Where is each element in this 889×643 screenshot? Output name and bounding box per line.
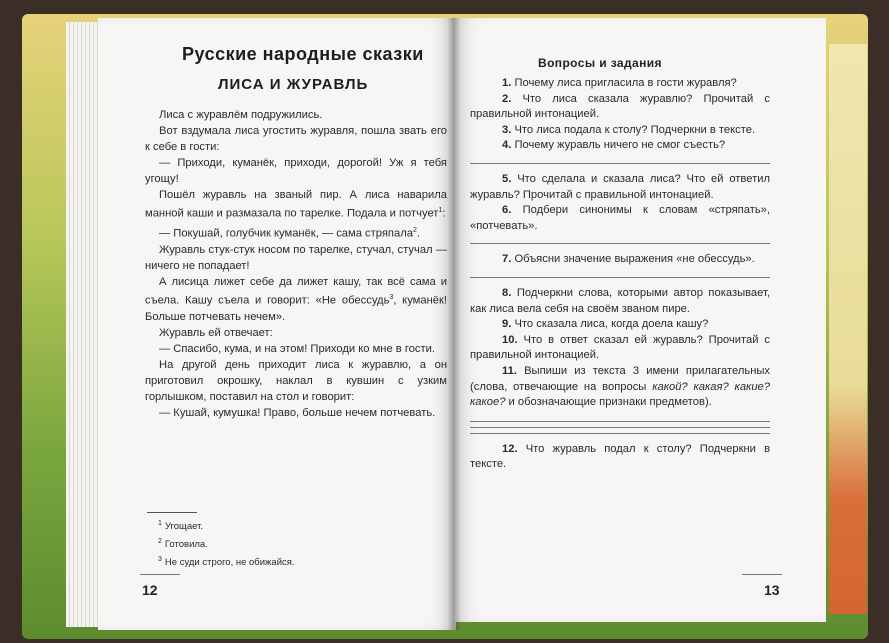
cover-edge-right xyxy=(829,44,867,614)
answer-line xyxy=(470,421,770,422)
task-item: 5. Что сделала и сказала лиса? Что ей ответил журавль? Прочитай с правильной интонацией. xyxy=(470,172,771,201)
task-item: 8. Подчеркни слова, которыми автор показывает, как лиса вела себя на своём званом пире. xyxy=(470,286,770,315)
answer-line xyxy=(470,277,770,278)
story-paragraph: Вот вздумала лиса угостить журавля, пошла звать его к себе в гости: xyxy=(145,124,447,153)
book-spine xyxy=(447,18,461,630)
questions-header: Вопросы и задания xyxy=(538,56,662,70)
page-ornament-left xyxy=(140,574,180,575)
story-paragraph: А лисица лижет себе да лижет кашу, так всё сама и съела. Кашу съела и говорит: «Не обессудь$^3$, куманёк! Больше потчевать нечем». xyxy=(145,275,447,324)
answer-line xyxy=(470,163,770,164)
story-paragraph: Пошёл журавль на званый пир. А лиса наварила манной каши и размазала по тарелке. Подала и потчует$^1$: xyxy=(145,188,447,221)
footnotes xyxy=(158,516,295,570)
page-ornament-right xyxy=(742,574,782,575)
story-paragraph: — Покушай, голубчик куманёк, — сама стряпала$^2$. xyxy=(159,227,420,240)
task-item: 10. Что в ответ сказал ей журавль? Прочитай с правильной интонацией. xyxy=(470,333,770,362)
task-item: 9. Что сказала лиса, когда доела кашу? xyxy=(502,318,709,331)
answer-line xyxy=(470,433,770,434)
task-item: 4. Почему журавль ничего не смог съесть? xyxy=(502,139,726,152)
story-paragraph: — Спасибо, кума, и на этом! Приходи ко мне в гости. xyxy=(159,342,435,355)
story-text xyxy=(145,108,447,421)
task-item: 6. Подбери синонимы к словам «стряпать», «потчевать». xyxy=(470,204,770,232)
footnote: $^3$ Не суди строго, не обижайся. xyxy=(158,556,295,569)
story-paragraph: — Приходи, куманёк, приходи, дорогой! Уж я тебя угощу! xyxy=(145,156,447,185)
footnote-divider xyxy=(147,512,197,513)
story-title: ЛИСА И ЖУРАВЛЬ xyxy=(218,76,369,93)
story-paragraph: Лиса с журавлём подружились. xyxy=(159,109,323,121)
footnote: $^2$ Готовила. xyxy=(158,538,208,551)
page-number-right: 13 xyxy=(764,582,780,598)
task-item: 7. Объясни значение выражения «не обессудь». xyxy=(502,253,755,266)
footnote: $^1$ Угощает. xyxy=(158,520,204,533)
answer-line xyxy=(470,243,770,244)
page-number-left: 12 xyxy=(142,582,158,598)
task-item: 2. Что лиса сказала журавлю? Прочитай с правильной интонацией. xyxy=(470,92,770,121)
task-list xyxy=(470,76,770,473)
story-paragraph: На другой день приходит лиса к журавлю, а он приготовил окрошку, наклал в кувшин с узким горлышком, поставил на стол и говорит: xyxy=(145,358,447,403)
task-item: 1. Почему лиса пригласила в гости журавля? xyxy=(502,77,737,89)
task-item: 11. Выпиши из текста 3 имени прилагательных (слова, отвечающие на вопросы какой? какая? какие? какое? и обозначающие признаки предметов). xyxy=(470,364,771,409)
story-paragraph: Журавль стук-стук носом по тарелке, стучал, стучал — ничего не попадает! xyxy=(145,243,447,272)
section-title: Русские народные сказки xyxy=(182,44,424,64)
answer-line xyxy=(470,427,770,428)
task-item: 12. Что журавль подал к столу? Подчеркни в тексте. xyxy=(470,442,771,471)
task-item: 3. Что лиса подала к столу? Подчеркни в тексте. xyxy=(502,123,756,136)
story-paragraph: — Кушай, кумушка! Право, больше нечем потчевать. xyxy=(159,406,436,419)
story-paragraph: Журавль ей отвечает: xyxy=(159,326,273,339)
